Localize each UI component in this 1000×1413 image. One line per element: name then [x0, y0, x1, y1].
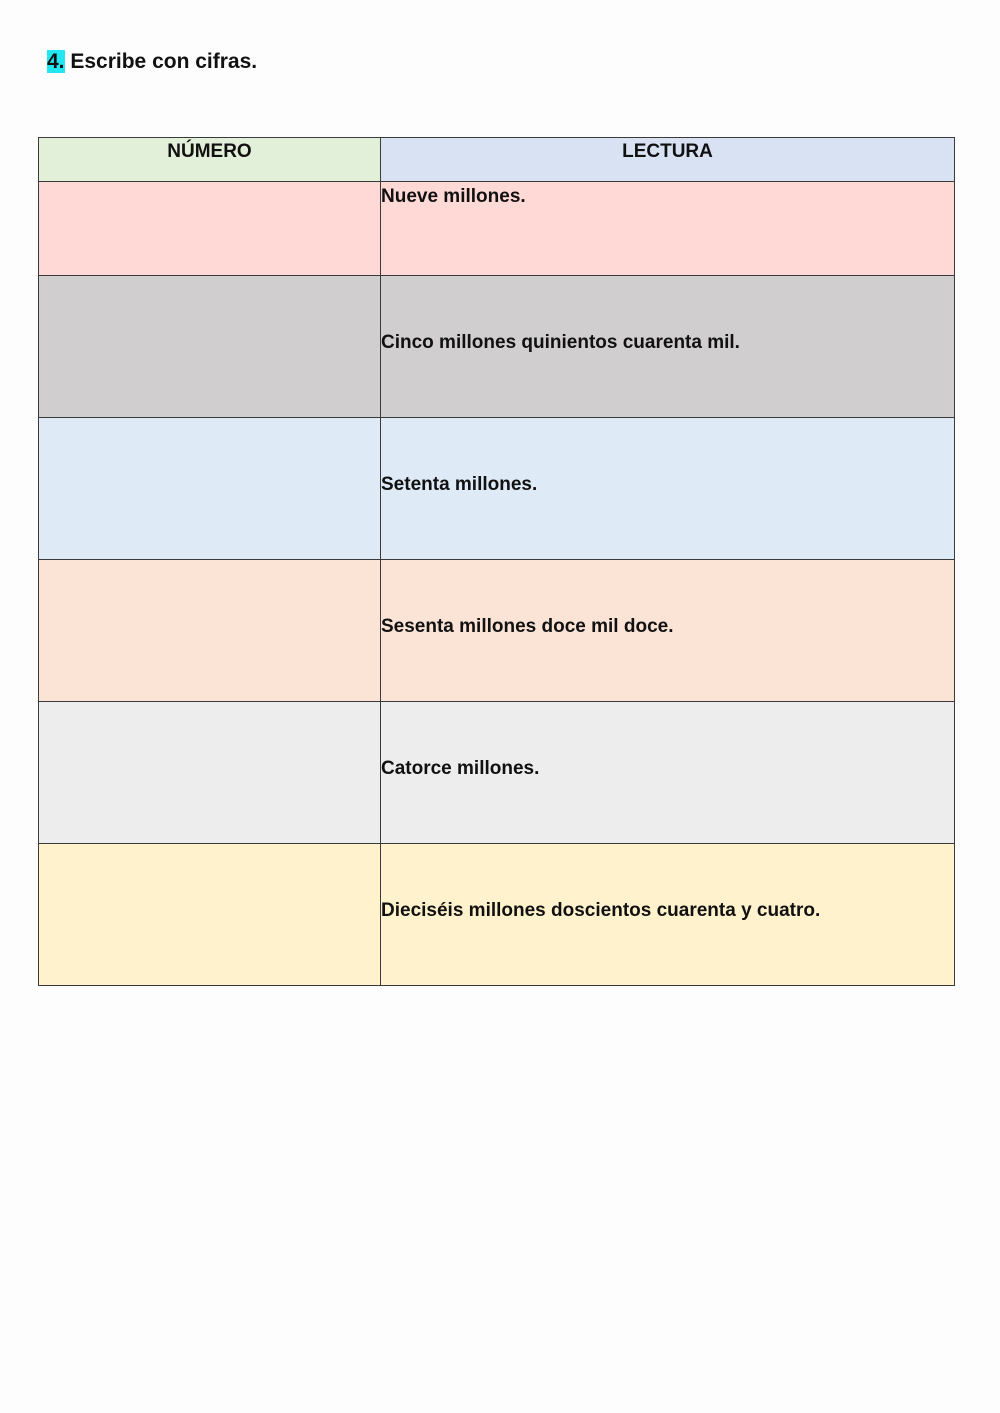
reading-text: Dieciséis millones doscientos cuarenta y cuatro.	[381, 844, 955, 986]
reading-text: Catorce millones.	[381, 702, 955, 844]
reading-text: Nueve millones.	[381, 182, 955, 276]
table-header-row	[39, 138, 955, 182]
exercise-heading	[47, 48, 257, 76]
table-row	[39, 560, 955, 702]
number-answer-cell[interactable]	[39, 182, 381, 276]
header-lectura: LECTURA	[381, 138, 955, 182]
table-row	[39, 844, 955, 986]
table-row	[39, 182, 955, 276]
numbers-table	[38, 137, 955, 986]
number-answer-cell[interactable]	[39, 560, 381, 702]
header-numero: NÚMERO	[39, 138, 381, 182]
number-answer-input[interactable]	[39, 182, 380, 275]
exercise-instruction: Escribe con cifras.	[70, 50, 258, 73]
table-row	[39, 276, 955, 418]
reading-text: Setenta millones.	[381, 418, 955, 560]
number-answer-input[interactable]	[39, 844, 380, 985]
number-answer-cell[interactable]	[39, 702, 381, 844]
number-answer-input[interactable]	[39, 418, 380, 559]
number-answer-cell[interactable]	[39, 418, 381, 560]
reading-text: Sesenta millones doce mil doce.	[381, 560, 955, 702]
reading-text: Cinco millones quinientos cuarenta mil.	[381, 276, 955, 418]
number-answer-input[interactable]	[39, 276, 380, 417]
table-row	[39, 418, 955, 560]
exercise-number: 4.	[47, 50, 65, 73]
number-answer-input[interactable]	[39, 702, 380, 843]
number-answer-cell[interactable]	[39, 844, 381, 986]
number-answer-cell[interactable]	[39, 276, 381, 418]
table-row	[39, 702, 955, 844]
number-answer-input[interactable]	[39, 560, 380, 701]
